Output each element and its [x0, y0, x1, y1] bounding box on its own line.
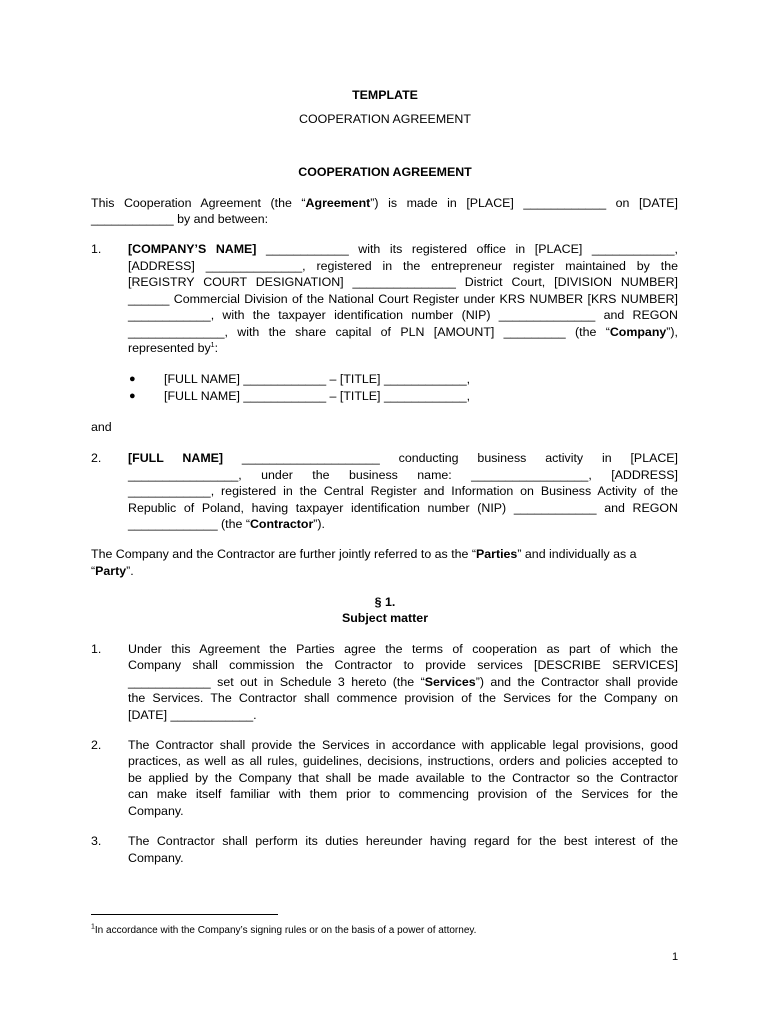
page-number: 1 — [672, 951, 679, 963]
parties-definition-line-2: “Party”. — [91, 564, 134, 578]
intro-line-2: ____________ by and between: — [91, 212, 269, 226]
section-number: § 1. — [374, 595, 396, 609]
party-1-line: ______ Commercial Division of the National Court Register under KRS NUMBER [KRS NUMBER] — [128, 292, 678, 306]
party-1-line: ____________, with the taxpayer identification number (NIP) ______________ and REGON — [128, 308, 678, 322]
representative-line: [FULL NAME] ____________ – [TITLE] ____________, — [164, 389, 471, 403]
party-2-number: 2. — [91, 451, 102, 465]
parties-definition-line-1: The Company and the Contractor are further jointly referred to as the “Parties” and individually as a — [91, 547, 637, 561]
clause-line: ____________ set out in Schedule 3 hereto (the “Services”) and the Contractor shall provide — [128, 675, 678, 689]
clause-line: Company shall commission the Contractor to provide services [DESCRIBE SERVICES] — [128, 658, 678, 672]
party-1-line: ______________, with the share capital of PLN [AMOUNT] _________ (the “Company”), — [128, 325, 678, 339]
party-2-line: [FULL NAME] ____________________ conducting business activity in [PLACE] — [128, 451, 678, 465]
template-label: TEMPLATE — [352, 88, 418, 102]
clause-line: Company. — [128, 804, 184, 818]
footnote-ref[interactable]: 1 — [210, 341, 215, 349]
clause-line: the Services. The Contractor shall commence provision of the Services for the Company on — [128, 691, 678, 705]
party-2-line: ________________, under the business name: _________________, [ADDRESS] — [128, 468, 678, 482]
footnote — [91, 924, 476, 938]
document-subtitle: COOPERATION AGREEMENT — [299, 112, 471, 126]
party-2-line: _____________ (the “Contractor”). — [128, 517, 325, 531]
represented-by-text: represented by — [128, 341, 211, 355]
party-2-line: ____________, registered in the Central Register and Information on Business Activity of the — [128, 484, 678, 498]
footnote-marker: 1 — [91, 923, 95, 931]
clause-number: 2. — [91, 738, 102, 752]
bullet-icon: ● — [129, 390, 136, 402]
and-connector: and — [91, 420, 112, 434]
clause-number: 1. — [91, 642, 102, 656]
clause-line: practices, as well as all rules, guidelines, decisions, instructions, orders and policies accepted to — [128, 754, 678, 768]
party-1-line: [REGISTRY COURT DESIGNATION] _______________ District Court, [DIVISION NUMBER] — [128, 275, 678, 289]
party-2-line: Republic of Poland, having taxpayer identification number (NIP) ____________ and REGON — [128, 501, 678, 515]
footnote-text: In accordance with the Company’s signing rules or on the basis of a power of attorney. — [94, 925, 477, 936]
clause-line: [DATE] ____________. — [128, 708, 257, 722]
party-1-number: 1. — [91, 242, 102, 256]
section-title: Subject matter — [341, 611, 429, 625]
clause-line: Under this Agreement the Parties agree the terms of cooperation as part of which the — [128, 642, 678, 656]
representative-line: [FULL NAME] ____________ – [TITLE] ____________, — [164, 372, 471, 386]
party-1-represented-by — [128, 340, 218, 356]
intro-line-1: This Cooperation Agreement (the “Agreement”) is made in [PLACE] ____________ on [DATE] — [91, 196, 678, 210]
document-title: COOPERATION AGREEMENT — [298, 165, 472, 179]
clause-line: be applied by the Company that shall be made available to the Contractor so the Contractor — [128, 771, 678, 785]
bullet-icon: ● — [129, 373, 136, 385]
party-1-line: [COMPANY’S NAME] ____________ with its registered office in [PLACE] ____________, — [128, 242, 678, 256]
party-1-line: [ADDRESS] ______________, registered in the entrepreneur register maintained by the — [128, 259, 678, 273]
footnote-separator — [91, 914, 278, 915]
clause-number: 3. — [91, 834, 102, 848]
clause-line: The Contractor shall provide the Services in accordance with applicable legal provisions, good — [128, 738, 678, 752]
clause-line: Company. — [128, 851, 184, 865]
clause-line: can make itself familiar with them prior to commencing provision of the Services for the — [128, 787, 678, 801]
clause-line: The Contractor shall perform its duties hereunder having regard for the best interest of the — [128, 834, 678, 848]
represented-by-colon: : — [214, 341, 219, 355]
